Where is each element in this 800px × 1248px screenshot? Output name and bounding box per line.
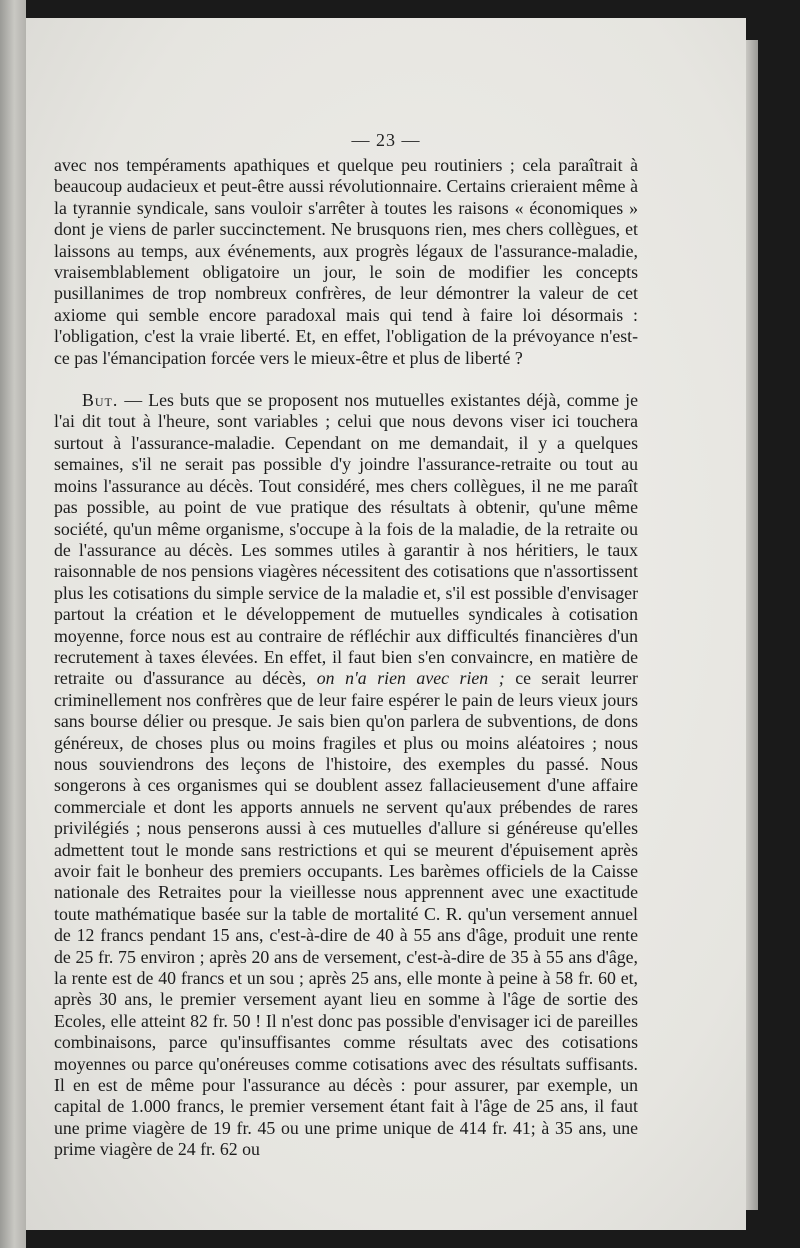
paragraph-2-part-1: — Les buts que se proposent nos mutuelles existantes déjà, comme je l'ai dit tout à l'heure, sont variables ; celui que nous devons viser ici touchera surtout à l'assurance-maladie. Cependant on me demandait, il y a quelques semaines, s'il ne serait pas possible d'y joindre l'assurance-retraite ou tout au moins l'assurance au décès. Tout considéré, mes chers collègues, il ne me paraît pas possible, au point de vue pratique des résultats à obtenir, qu'une même société, qu'un même organisme, s'occupe à la fois de la maladie, de la retraite ou de l'assurance au décès. Les sommes utiles à garantir à nos héritiers, le taux raisonnable de nos pensions viagères nécessitent des cotisations que n'assortissent plus les cotisations du simple service de la maladie et, s'il est possible d'envisager partout la création et le développement de mutuelles syndicales à cotisation moyenne, force nous est au contraire de réfléchir aux difficultés financières d'un recrutement à taxes élevées. En effet, il faut bien s'en convaincre, en matière de retraite ou d'assurance au décès,: [54, 390, 638, 689]
paragraph-2: [54, 390, 638, 1161]
facing-page-edge: [0, 0, 26, 1248]
section-lead: But.: [82, 390, 119, 411]
page-edge-shadow: [746, 40, 758, 1210]
paragraph-1: avec nos tempéraments apathiques et quelque peu routiniers ; cela paraîtrait à beaucoup audacieux et peut-être aussi révolutionnaire. Certains crieraient même à la tyrannie syndicale, sans vouloir s'arrêter à toutes les raisons « économiques » dont je viens de parler succinctement. Ne brusquons rien, mes chers collègues, et laissons au temps, aux événements, aux progrès légaux de l'assurance-maladie, vraisemblablement obligatoire un jour, le soin de modifier les concepts pusillanimes de trop nombreux confrères, de leur démontrer la valeur de cet axiome qui semble encore paradoxal mais qui tend à faire loi désormais : l'obligation, c'est la vraie liberté. Et, en effet, l'obligation de la prévoyance n'est-ce pas l'émancipation forcée vers le mieux-être et plus de liberté ?: [54, 155, 638, 368]
body-text: [54, 155, 638, 1161]
italic-phrase: on n'a rien avec rien ;: [316, 668, 505, 689]
paragraph-2-part-2: ce serait leurrer criminellement nos confrères que de leur faire espérer le pain de leurs vieux jours sans bourse délier ou presque. Je sais bien qu'on parlera de subventions, de dons généreux, de choses plus ou moins fragiles et plus ou moins aléatoires ; nous nous souviendrons des leçons de l'histoire, des exemples du passé. Nous songerons à ces organismes qui se doublent assez fallacieusement d'une affaire commerciale et dont les apports annuels ne servent qu'aux prébendes de rares privilégiés ; nous penserons aussi à ces mutuelles d'allure si généreuse qu'elles admettent tout le monde sans restrictions et qui se meurent d'épuisement après avoir fait le bonheur des premiers occupants. Les barèmes officiels de la Caisse nationale des Retraites pour la vieillesse nous apprennent avec une exactitude toute mathématique basée sur la table de mortalité C. R. qu'un versement annuel de 12 francs pendant 15 ans, c'est-à-dire de 40 à 55 ans d'âge, produit une rente de 25 fr. 75 environ ; après 20 ans de versement, c'est-à-dire de 35 à 55 ans d'âge, la rente est de 40 francs et un sou ; après 25 ans, elle monte à peine à 58 fr. 60 et, après 30 ans, le premier versement ayant lieu en somme à l'âge de sortie des Ecoles, elle atteint 82 fr. 50 ! Il n'est donc pas possible d'envisager ici de pareilles combinaisons, parce qu'insuffisantes comme résultats avec des cotisations moyennes ou parce qu'onéreuses comme cotisations avec des résultats suffisants. Il en est de même pour l'assurance au décès : pour assurer, par exemple, un capital de 1.000 francs, le premier versement étant fait à l'âge de 25 ans, il faut une prime viagère de 19 fr. 45 ou une prime unique de 414 fr. 41; à 35 ans, une prime viagère de 24 fr. 62 ou: [54, 668, 638, 1160]
book-page: [26, 18, 746, 1230]
page-number: — 23 —: [351, 130, 421, 150]
